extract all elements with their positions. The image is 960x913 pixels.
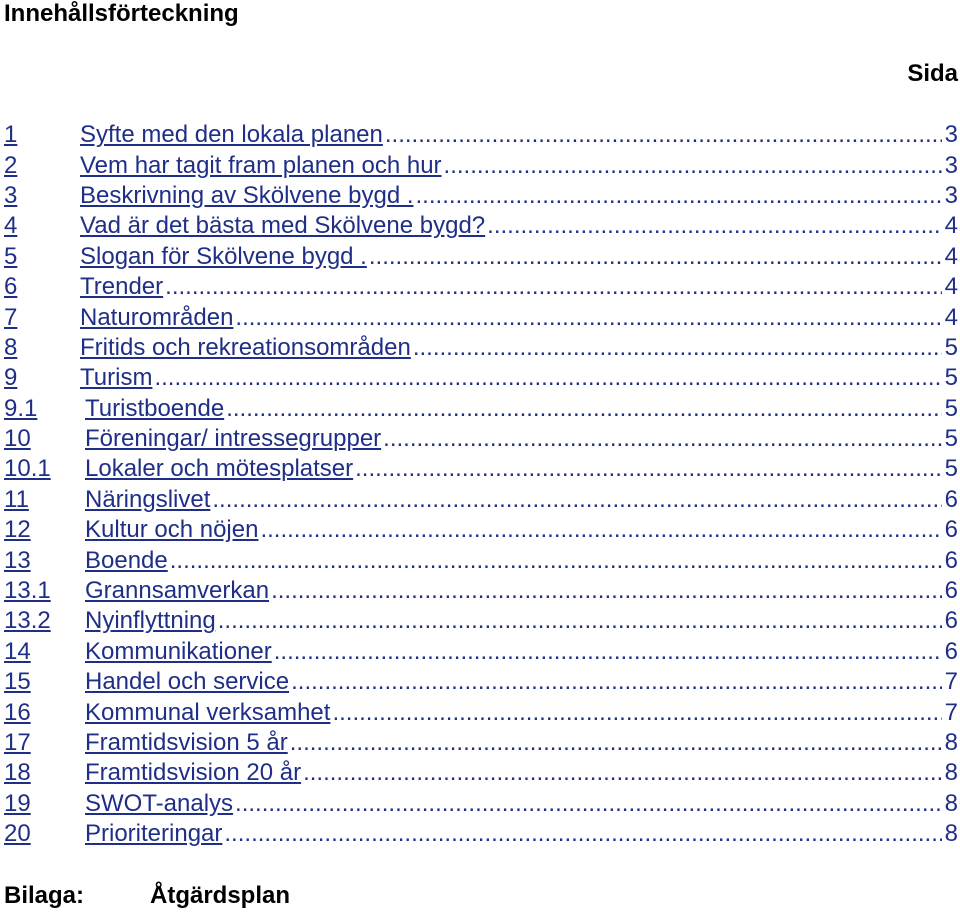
toc-entry[interactable] (4, 181, 958, 211)
toc-entry-page: 6 (944, 516, 958, 544)
toc-dot-leader (218, 607, 942, 635)
appendix-line (4, 882, 290, 910)
toc-entry[interactable] (4, 211, 958, 241)
toc-entry-label[interactable]: Kommunal verksamhet (85, 698, 331, 726)
toc-entry-label[interactable]: Beskrivning av Skölvene bygd . (80, 181, 414, 209)
toc-entry-number[interactable]: 9 (4, 364, 18, 392)
toc-entry[interactable] (4, 485, 958, 515)
toc-entry-number[interactable]: 6 (4, 273, 18, 301)
toc-dot-leader (235, 304, 942, 332)
toc-entry-page: 4 (944, 303, 958, 331)
toc-entry-label[interactable]: Föreningar/ intressegrupper (85, 425, 382, 453)
toc-entry-number[interactable]: 17 (4, 729, 31, 756)
toc-entry-label[interactable]: Syfte med den lokala planen (80, 121, 383, 149)
toc-entry-number[interactable]: 16 (4, 698, 31, 726)
toc-entry-page: 6 (944, 485, 958, 513)
toc-dot-leader (274, 638, 942, 666)
toc-dot-leader (271, 577, 942, 605)
toc-entry-label[interactable]: Vem har tagit fram planen och hur (80, 151, 442, 179)
toc-dot-leader (383, 425, 942, 453)
toc-entry-label[interactable]: Turism (80, 364, 153, 392)
toc-dot-leader (444, 152, 942, 180)
toc-entry-page: 7 (944, 668, 958, 696)
toc-entry-number[interactable]: 2 (4, 151, 18, 179)
toc-entry-page: 8 (944, 789, 958, 817)
toc-entry-page: 5 (944, 455, 958, 483)
toc-entry-page: 4 (944, 273, 958, 301)
toc-entry-label[interactable]: Vad är det bästa med Skölvene bygd? (80, 212, 486, 240)
toc-entry[interactable] (4, 454, 958, 484)
toc-dot-leader (385, 121, 942, 149)
toc-entry-page: 8 (944, 729, 958, 756)
toc-title: Innehållsförteckning (4, 0, 239, 27)
toc-entry-page: 8 (944, 759, 958, 787)
appendix-value: Åtgärdsplan (150, 882, 291, 909)
toc-dot-leader (303, 759, 942, 787)
toc-entry-number[interactable]: 1 (4, 121, 18, 149)
toc-entry-label[interactable]: Handel och service (85, 668, 290, 696)
toc-entry-page: 5 (944, 394, 958, 422)
toc-entry-number[interactable]: 13 (4, 546, 31, 574)
toc-entry-label[interactable]: Grannsamverkan (85, 577, 270, 605)
toc-entry-page: 3 (944, 121, 958, 149)
toc-entry-page: 5 (944, 425, 958, 453)
toc-entry[interactable] (4, 302, 958, 332)
toc-entry[interactable] (4, 150, 958, 180)
toc-entry-page: 4 (944, 212, 958, 240)
toc-dot-leader (355, 455, 942, 483)
toc-entry[interactable] (4, 789, 958, 819)
toc-entry-page: 5 (944, 364, 958, 392)
toc-entry-page: 3 (944, 151, 958, 179)
toc-entry-page: 6 (944, 546, 958, 574)
toc-entry-page: 7 (944, 698, 958, 726)
toc-entry-label[interactable]: Kultur och nöjen (85, 516, 259, 544)
toc-entry-number[interactable]: 14 (4, 637, 31, 665)
toc-dot-leader (413, 334, 942, 362)
toc-entry-number[interactable]: 13.2 (4, 607, 51, 635)
toc-entry[interactable] (4, 515, 958, 545)
toc-entry-number[interactable]: 5 (4, 242, 18, 270)
toc-entry[interactable] (4, 424, 958, 454)
toc-entry-number[interactable]: 7 (4, 303, 18, 331)
toc-entry-label[interactable]: Framtidsvision 5 år (85, 729, 288, 756)
toc-dot-leader (170, 547, 942, 575)
toc-entry[interactable] (4, 242, 958, 272)
toc-entry-number[interactable]: 10 (4, 425, 31, 453)
toc-entry-number[interactable]: 13.1 (4, 577, 51, 605)
toc-entry[interactable] (4, 697, 958, 727)
page-column-header: Sida (907, 60, 958, 87)
toc-dot-leader (291, 668, 942, 696)
toc-entry-page: 8 (944, 820, 958, 848)
toc-entry-label[interactable]: Kommunikationer (85, 637, 272, 665)
toc-entry[interactable] (4, 667, 958, 697)
toc-entry[interactable] (4, 545, 958, 575)
toc-entry[interactable] (4, 758, 958, 788)
toc-entry-number[interactable]: 20 (4, 820, 31, 848)
toc-dot-leader (332, 699, 942, 727)
toc-entry[interactable] (4, 272, 958, 302)
toc-entry[interactable] (4, 728, 958, 758)
toc-entry-label[interactable]: Turistboende (85, 394, 225, 422)
toc-entry-number[interactable]: 11 (4, 485, 29, 513)
toc-dot-leader (416, 182, 942, 210)
appendix-label: Bilaga: (4, 882, 85, 909)
toc-entry-page: 4 (944, 242, 958, 270)
toc-entry-label[interactable]: Fritids och rekreationsområden (80, 333, 411, 361)
toc-dot-leader (369, 243, 942, 271)
toc-entry[interactable] (4, 394, 958, 424)
toc-entry[interactable] (4, 819, 958, 849)
toc-dot-leader (212, 486, 942, 514)
toc-entry-number[interactable]: 15 (4, 668, 31, 696)
toc-entry-number[interactable]: 12 (4, 516, 31, 544)
toc-entry-number[interactable]: 9.1 (4, 394, 38, 422)
toc-entry[interactable] (4, 576, 958, 606)
toc-entry-label[interactable]: Boende (85, 546, 168, 574)
toc-entry-page: 5 (944, 333, 958, 361)
toc-entry-label[interactable]: Naturområden (80, 303, 234, 331)
toc-dot-leader (260, 516, 942, 544)
toc-dot-leader (165, 273, 942, 301)
toc-entry-label[interactable]: Lokaler och mötesplatser (85, 455, 354, 483)
toc-entry-number[interactable]: 4 (4, 212, 18, 240)
table-of-contents (4, 120, 958, 849)
toc-entry-number[interactable]: 18 (4, 759, 31, 787)
toc-dot-leader (154, 364, 942, 392)
toc-entry-label[interactable]: Näringslivet (85, 485, 211, 513)
toc-dot-leader (226, 395, 942, 423)
toc-entry-page: 6 (944, 577, 958, 605)
toc-dot-leader (235, 790, 942, 818)
toc-entry-label[interactable]: Framtidsvision 20 år (85, 759, 302, 787)
toc-entry-label[interactable]: Trender (80, 273, 164, 301)
toc-dot-leader (224, 820, 942, 848)
toc-entry-number[interactable]: 8 (4, 333, 18, 361)
toc-entry-label[interactable]: Nyinflyttning (85, 607, 216, 635)
toc-entry-number[interactable]: 3 (4, 181, 18, 209)
toc-dot-leader (487, 212, 942, 240)
toc-entry-page: 6 (944, 607, 958, 635)
toc-entry[interactable] (4, 606, 958, 636)
toc-entry-page: 3 (944, 181, 958, 209)
toc-entry-label[interactable]: Prioriteringar (85, 820, 223, 848)
toc-entry[interactable] (4, 120, 958, 150)
toc-entry-label[interactable]: SWOT-analys (85, 789, 234, 817)
toc-entry-label[interactable]: Slogan för Skölvene bygd . (80, 242, 367, 270)
toc-entry[interactable] (4, 363, 958, 393)
toc-entry-page: 6 (944, 637, 958, 665)
toc-entry-number[interactable]: 19 (4, 789, 31, 817)
toc-dot-leader (290, 729, 942, 757)
toc-entry[interactable] (4, 333, 958, 363)
toc-entry[interactable] (4, 637, 958, 667)
toc-entry-number[interactable]: 10.1 (4, 455, 51, 483)
